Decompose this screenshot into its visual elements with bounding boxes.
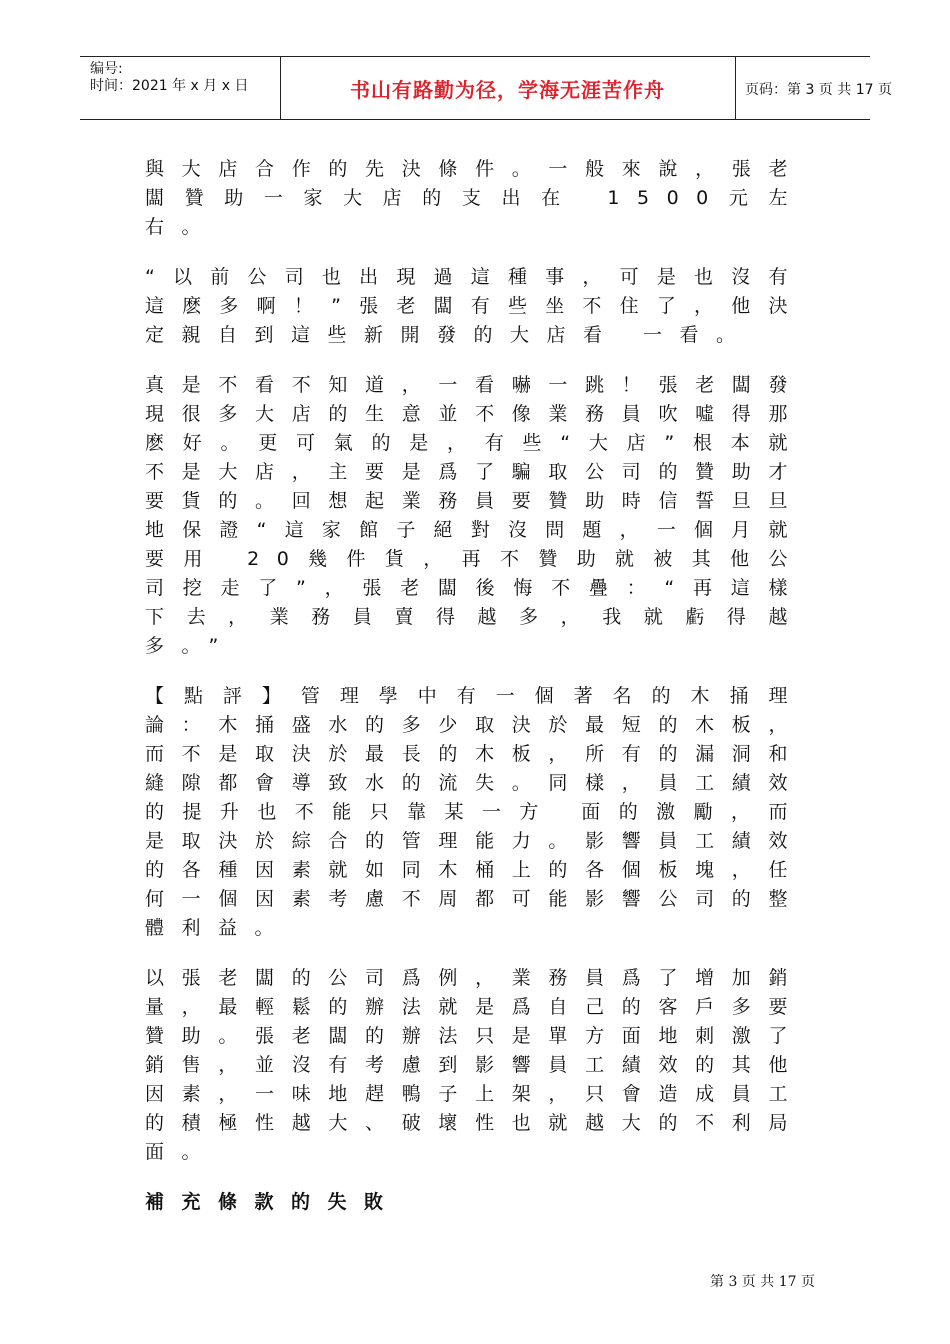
document-date-label: 时间：2021 年 x 月 x 日 — [90, 78, 249, 94]
article-body — [145, 155, 805, 1238]
header-meta — [80, 57, 281, 119]
page-header — [80, 56, 892, 120]
paragraph-3: 真是不看不知道，一看嚇一跳！張老闆發現很多大店的生意並不像業務員吹噓得那麽好。更可氣的是，有些“大店”根本就不是大店，主要是爲了騙取公司的贊助才要貨的。回想起業務員要贊助時信誓旦旦地保證“這家館子絕對沒問題，一個月就要用 20幾件貨，再不贊助就被其他公司挖走了”，張老闆後悔不疊：“再這樣下去，業務員賣得越多，我就虧得越多。” — [145, 374, 805, 657]
section-heading: 補充條款的失敗 — [145, 1191, 401, 1213]
page-footer: 第 3 页 共 17 页 — [710, 1274, 815, 1290]
paragraph-5: 以張老闆的公司爲例，業務員爲了增加銷量，最輕鬆的辦法就是爲自己的客戶多要贊助。張老闆的辦法只是單方面地刺激了銷售，並沒有考慮到影響員工績效的其他因素，一味地趕鴨子上架，只會造成員工的積極性越大、破壞性也就越大的不利局面。 — [145, 967, 805, 1163]
header-motto-cell — [280, 57, 736, 119]
header-motto: 书山有路勤为径，学海无涯苦作舟 — [350, 78, 665, 102]
paragraph-4-comment: 【點評】管理學中有一個著名的木捅理論：木捅盛水的多少取決於最短的木板，而不是取決於最長的木板，所有的漏洞和縫隙都會導致水的流失。同樣，員工績效的提升也不能只靠某一方 面的激勵，而是取決於綜合的管理能力。影響員工績效的各種因素就如同木桶上的各個板塊，任何一個因素考慮不周都可能影響公司的整體利益。 — [145, 685, 805, 939]
header-page-number: 页码：第 3 页 共 17 页 — [745, 82, 892, 98]
header-page-cell — [735, 57, 892, 119]
document-number-label: 编号: — [90, 61, 123, 77]
paragraph-1: 與大店合作的先決條件。一般來說，張老闆贊助一家大店的支出在 1500元左右。 — [145, 158, 805, 238]
paragraph-2: “以前公司也出現過這種事，可是也沒有這麽多啊！”張老闆有些坐不住了，他決定親自到這些新開發的大店看 一看。 — [145, 266, 805, 346]
